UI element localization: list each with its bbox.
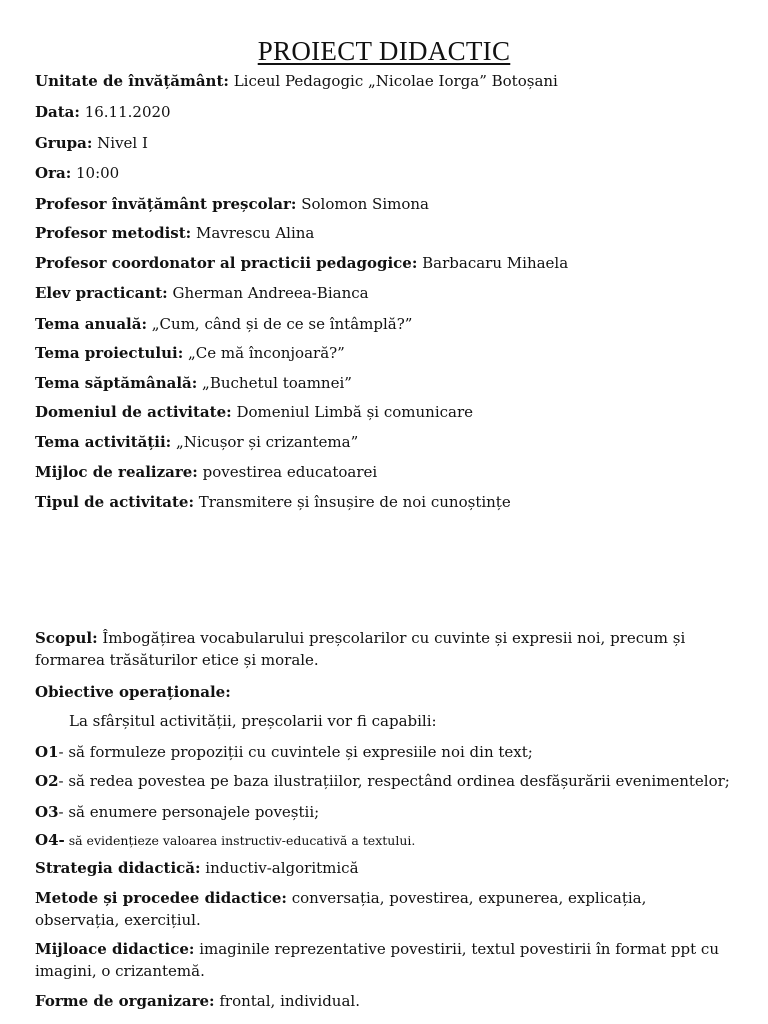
strategy-field — [35, 857, 359, 879]
field-activity-type — [35, 491, 511, 513]
field-school — [35, 70, 558, 92]
objective-text: - să enumere personajele poveștii; — [58, 803, 320, 821]
field-value: Domeniul Limbă și comunicare — [231, 403, 474, 421]
field-value: povestirea educatoarei — [197, 463, 378, 481]
objective-label: O4- — [35, 831, 65, 849]
field-label: Profesor metodist: — [35, 224, 192, 242]
field-preschool-teacher — [35, 193, 429, 215]
field-label: Elev practicant: — [35, 284, 168, 302]
field-activity-theme — [35, 431, 358, 453]
field-value: frontal, individual. — [214, 992, 360, 1010]
field-coordinator — [35, 252, 568, 274]
field-label: Tema săptămânală: — [35, 374, 198, 392]
field-weekly-theme — [35, 372, 352, 394]
field-value: Barbacaru Mihaela — [417, 254, 569, 272]
field-label: Grupa: — [35, 134, 93, 152]
objective-text: să evidențieze valoarea instructiv-educativă a textului. — [64, 833, 416, 848]
field-value: „Buchetul toamnei” — [197, 374, 352, 392]
field-value: inductiv-algoritmică — [200, 859, 359, 877]
organization-field — [35, 990, 360, 1012]
field-label: Unitate de învățământ: — [35, 72, 229, 90]
objectives-intro: La sfârșitul activității, preșcolarii vor fi capabili: — [69, 712, 437, 730]
field-value: Mavrescu Alina — [191, 224, 315, 242]
field-value: imaginile reprezentative povestirii, textul povestirii în format ppt cu imagini, o crizantemă. — [35, 940, 719, 980]
field-label: Tema activității: — [35, 433, 172, 451]
field-value: Liceul Pedagogic „Nicolae Iorga” Botoșani — [228, 72, 558, 90]
field-time — [35, 162, 119, 184]
field-domain — [35, 401, 473, 423]
objective-text: - să redea povestea pe baza ilustrațiilor, respectând ordinea desfășurării evenimentelor; — [58, 772, 730, 790]
objective-o1 — [35, 741, 533, 763]
field-label: Mijloc de realizare: — [35, 463, 198, 481]
field-label: Forme de organizare: — [35, 992, 215, 1010]
field-group — [35, 132, 148, 154]
field-label: Profesor învățământ preșcolar: — [35, 195, 297, 213]
field-value: „Ce mă înconjoară?” — [183, 344, 345, 362]
scope-paragraph — [35, 627, 725, 671]
field-value: conversația, povestirea, expunerea, explicația, observația, exercițiul. — [35, 889, 647, 929]
field-value: 16.11.2020 — [79, 103, 171, 121]
field-methodist — [35, 222, 314, 244]
objective-text: - să formuleze propoziții cu cuvintele și expresiile noi din text; — [58, 743, 533, 761]
objective-o2 — [35, 770, 730, 792]
field-label: Mijloace didactice: — [35, 940, 195, 958]
field-label: Domeniul de activitate: — [35, 403, 232, 421]
field-label: Tema proiectului: — [35, 344, 184, 362]
objective-label: O1 — [35, 743, 59, 761]
field-value: Gherman Andreea-Bianca — [167, 284, 369, 302]
field-means — [35, 461, 377, 483]
objective-o3 — [35, 801, 319, 823]
field-value: „Cum, când și de ce se întâmplă?” — [147, 315, 413, 333]
field-label: Data: — [35, 103, 80, 121]
field-label: Strategia didactică: — [35, 859, 201, 877]
scope-text: Îmbogățirea vocabularului preșcolarilor cu cuvinte și expresii noi, precum și formarea trăsăturilor etice și morale. — [35, 629, 686, 669]
objective-o4 — [35, 829, 415, 852]
field-value: „Nicușor și crizantema” — [171, 433, 359, 451]
field-label: Tema anuală: — [35, 315, 148, 333]
scope-label: Scopul: — [35, 629, 98, 647]
field-value: 10:00 — [71, 164, 120, 182]
field-student — [35, 282, 369, 304]
document-title: PROIECT DIDACTIC — [257, 36, 511, 66]
objective-label: O2 — [35, 772, 59, 790]
field-project-theme — [35, 342, 345, 364]
field-value: Transmitere și însușire de noi cunoștințe — [193, 493, 511, 511]
field-label: Tipul de activitate: — [35, 493, 194, 511]
field-label: Metode și procedee didactice: — [35, 889, 287, 907]
field-value: Nivel I — [92, 134, 148, 152]
methods-field — [35, 887, 725, 931]
materials-field — [35, 938, 725, 982]
field-label: Profesor coordonator al practicii pedagogice: — [35, 254, 418, 272]
field-label: Ora: — [35, 164, 72, 182]
objective-label: O3 — [35, 803, 59, 821]
field-value: Solomon Simona — [296, 195, 429, 213]
field-date — [35, 101, 171, 123]
objectives-heading: Obiective operaționale: — [35, 683, 231, 701]
field-annual-theme — [35, 313, 412, 335]
